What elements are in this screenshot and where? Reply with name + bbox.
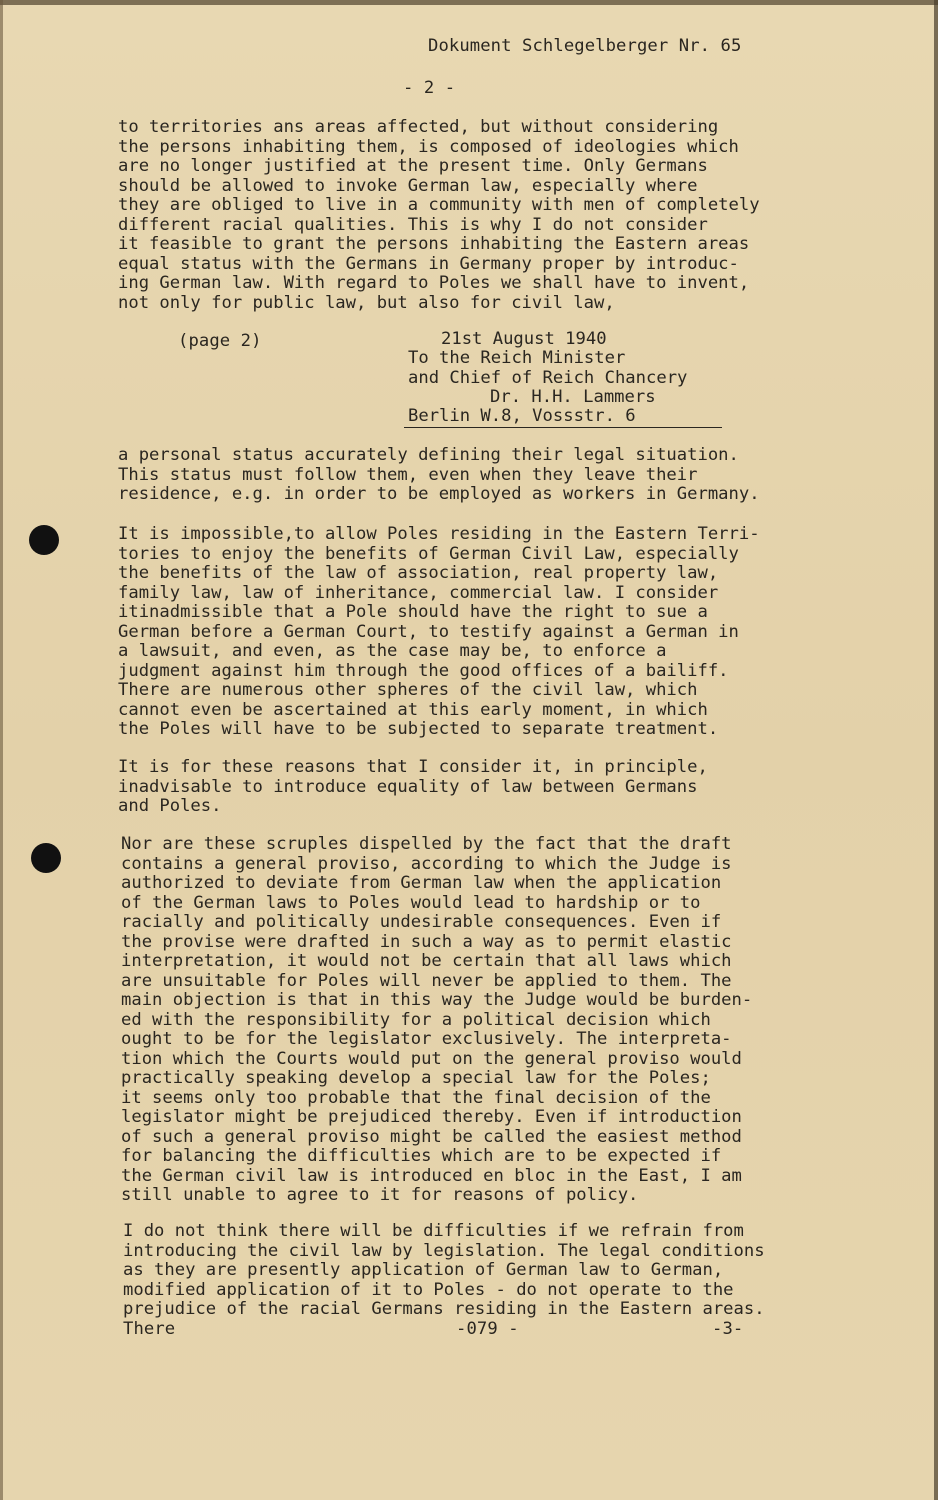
text-line: the German civil law is introduced en bloc in the East, I am — [121, 1165, 742, 1186]
text-line: for balancing the difficulties which are to be expected if — [121, 1146, 722, 1166]
page-edge-left — [0, 0, 3, 1500]
text-line: a lawsuit, and even, as the case may be, to enforce a — [118, 641, 667, 661]
text-line: Nor are these scruples dispelled by the fact that the draft — [121, 834, 732, 854]
footer-page-number: -079 - — [456, 1319, 519, 1339]
text-line: It is for these reasons that I consider it, in principle, — [118, 757, 708, 777]
text-line: judgment against him through the good offices of a bailiff. — [118, 660, 729, 681]
paragraph-3 — [118, 525, 848, 740]
text-line: family law, law of inheritance, commercial law. I consider — [118, 582, 719, 603]
address-line: To the Reich Minister — [408, 348, 626, 369]
text-line: should be allowed to invoke German law, especially where — [118, 175, 698, 196]
text-line: the Poles will have to be subjected to separate treatment. — [118, 719, 719, 739]
text-line: residence, e.g. in order to be employed as workers in Germany. — [118, 484, 760, 504]
address-underline — [404, 427, 722, 428]
text-line: different racial qualities. This is why I do not consider — [118, 214, 708, 235]
text-line: It is impossible,to allow Poles residing in the Eastern Terri- — [118, 524, 760, 544]
text-line: still unable to agree to it for reasons of policy. — [121, 1185, 639, 1205]
text-line: legislator might be prejudiced thereby. Even if introduction — [121, 1107, 742, 1127]
text-line: as they are presently application of German law to German, — [123, 1260, 724, 1280]
text-line: practically speaking develop a special law for the Poles; — [121, 1068, 711, 1088]
text-line: it feasible to grant the persons inhabiting the Eastern areas — [118, 234, 750, 254]
text-line: it seems only too probable that the final decision of the — [121, 1087, 711, 1108]
text-line: of the German laws to Poles would lead to hardship or to — [121, 892, 701, 913]
text-line: prejudice of the racial Germans residing in the Eastern areas. — [123, 1299, 765, 1319]
text-line: the persons inhabiting them, is composed of ideologies which — [118, 136, 739, 157]
paragraph-1 — [118, 118, 848, 313]
text-line: the provise were drafted in such a way as to permit elastic — [121, 931, 732, 952]
address-line: and Chief of Reich Chancery — [408, 367, 688, 388]
text-line: they are obliged to live in a community with men of completely — [118, 195, 760, 215]
punch-hole — [29, 525, 59, 555]
text-line: German before a German Court, to testify against a German in — [118, 621, 739, 642]
text-line: tories to enjoy the benefits of German Civil Law, especially — [118, 543, 739, 564]
text-line: to territories ans areas affected, but without considering — [118, 117, 719, 137]
paragraph-5 — [121, 835, 851, 1206]
page-marker: - 2 - — [403, 78, 456, 98]
text-line: There are numerous other spheres of the civil law, which — [118, 680, 698, 700]
text-line: modified application of it to Poles - do not operate to the — [123, 1279, 734, 1300]
text-line: itinadmissible that a Pole should have the right to sue a — [118, 602, 708, 622]
text-line: main objection is that in this way the Judge would be burden- — [121, 990, 753, 1010]
text-line: racially and politically undesirable consequences. Even if — [121, 912, 722, 932]
text-line: a personal status accurately defining their legal situation. — [118, 445, 739, 465]
page-edge-top — [0, 0, 938, 5]
text-line: I do not think there will be difficulties if we refrain from — [123, 1221, 744, 1241]
paragraph-2 — [118, 446, 848, 505]
text-line: This status must follow them, even when they leave their — [118, 464, 698, 485]
address-block — [408, 330, 687, 426]
text-line: ed with the responsibility for a political decision which — [121, 1009, 711, 1030]
document-reference: Dokument Schlegelberger Nr. 65 — [428, 36, 742, 56]
text-line: ought to be for the legislator exclusively. The interpreta- — [121, 1029, 732, 1049]
text-line: inadvisable to introduce equality of law between Germans — [118, 776, 698, 797]
paragraph-6 — [123, 1222, 853, 1320]
punch-hole — [31, 843, 61, 873]
insert-page-label: (page 2) — [178, 331, 262, 351]
text-line: are unsuitable for Poles will never be applied to them. The — [121, 970, 732, 991]
paragraph-4 — [118, 758, 848, 817]
text-line: cannot even be ascertained at this early moment, in which — [118, 699, 708, 720]
text-line: introducing the civil law by legislation. The legal conditions — [123, 1240, 765, 1261]
page-edge-right — [934, 0, 938, 1500]
address-date: 21st August 1940 — [441, 329, 607, 349]
footer-next-page: -3- — [712, 1319, 744, 1339]
text-line: are no longer justified at the present time. Only Germans — [118, 156, 708, 176]
text-line: ing German law. With regard to Poles we shall have to invent, — [118, 273, 750, 293]
text-line: and Poles. — [118, 796, 222, 816]
text-line: the benefits of the law of association, real property law, — [118, 563, 719, 583]
text-line: authorized to deviate from German law when the application — [121, 873, 722, 893]
footer-last-word: There — [123, 1319, 176, 1339]
text-line: equal status with the Germans in Germany proper by introduc- — [118, 253, 739, 274]
text-line: interpretation, it would not be certain that all laws which — [121, 951, 732, 971]
address-line: Dr. H.H. Lammers — [490, 386, 656, 407]
text-line: tion which the Courts would put on the general proviso would — [121, 1048, 742, 1069]
text-line: not only for public law, but also for civil law, — [118, 292, 615, 313]
address-line: Berlin W.8, Vossstr. 6 — [408, 406, 636, 427]
text-line: of such a general proviso might be called the easiest method — [121, 1126, 742, 1147]
text-line: contains a general proviso, according to which the Judge is — [121, 853, 732, 874]
